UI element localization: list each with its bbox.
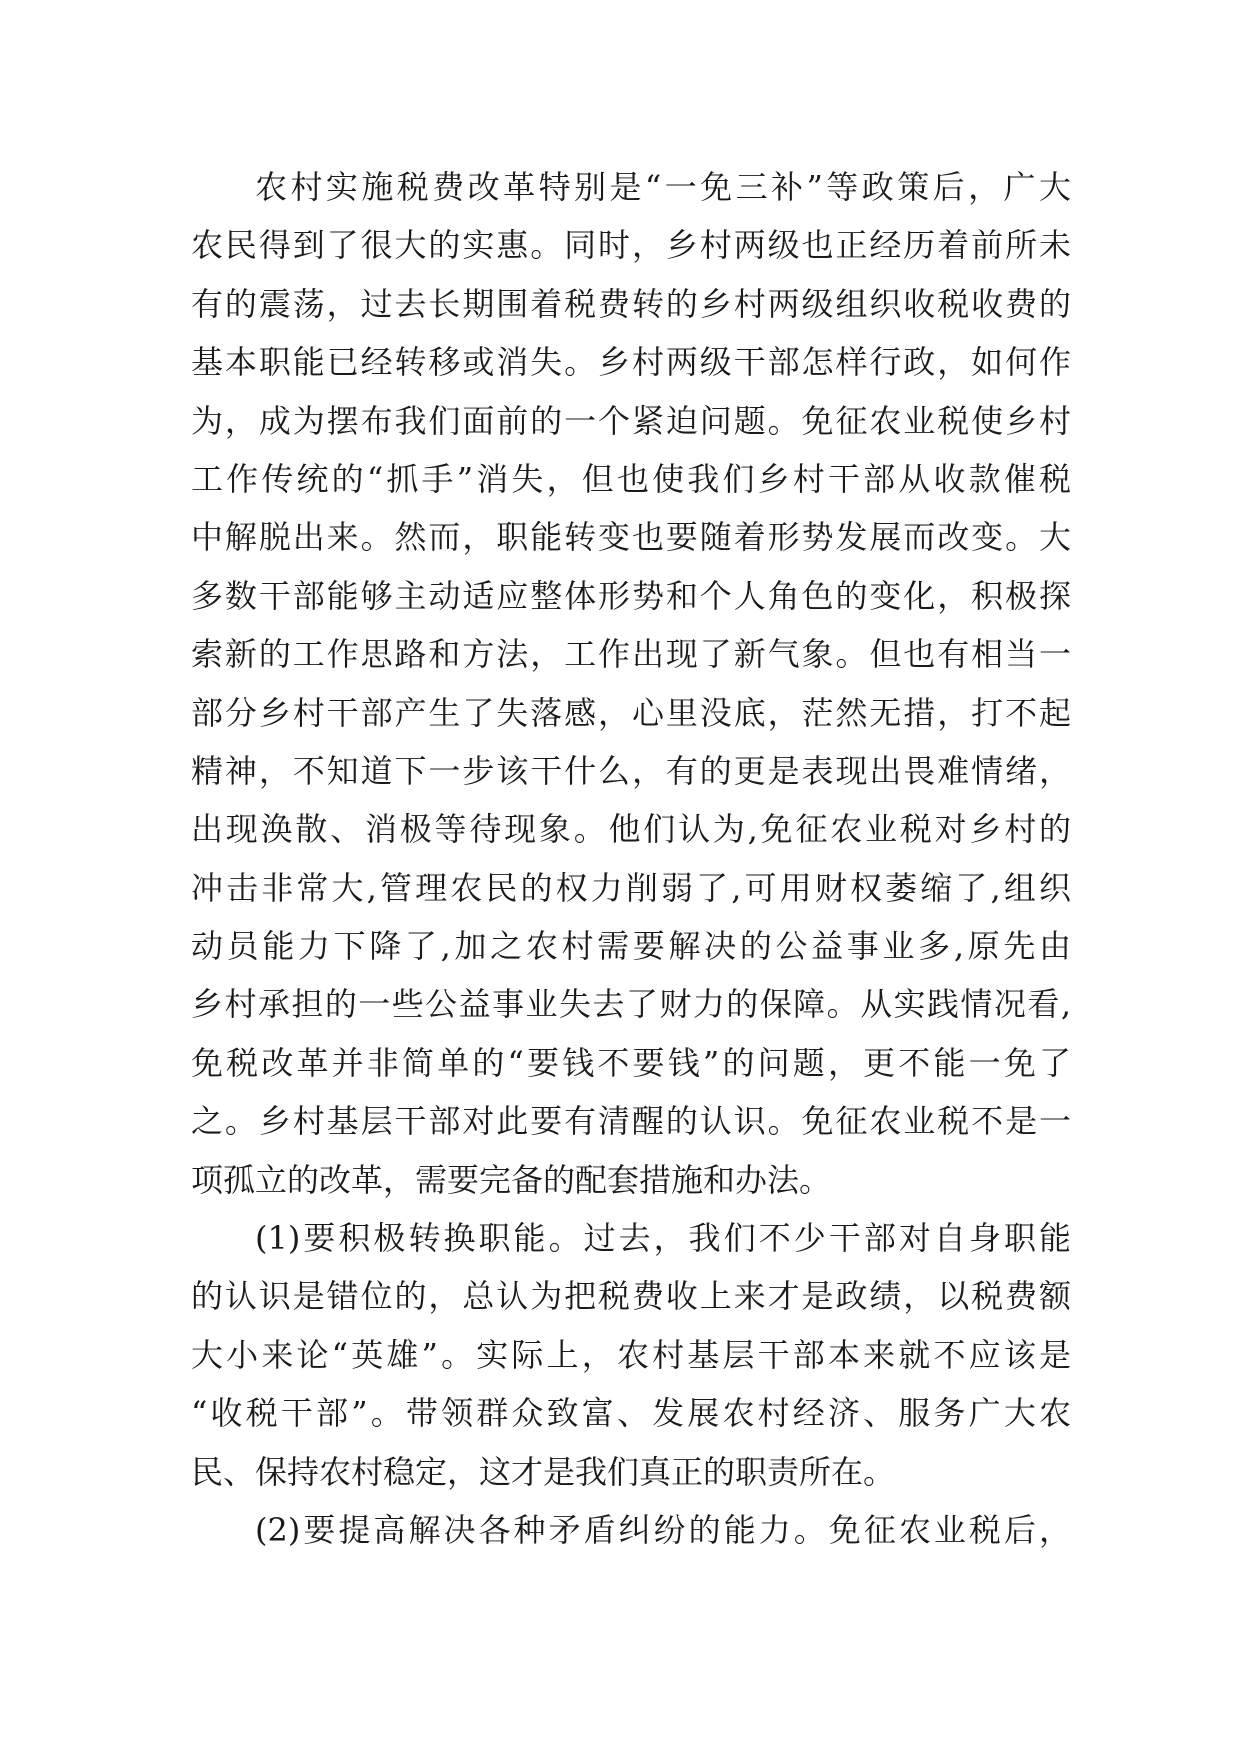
text-line: 乡村承担的一些公益事业失去了财力的保障。从实践情况看, (191, 985, 1071, 1024)
text-line: 项孤立的改革，需要完备的配套措施和办法。 (191, 1160, 832, 1199)
text-line: 冲击非常大,管理农民的权力削弱了,可用财权萎缩了,组织 (191, 868, 1071, 907)
text-line: “收税干部”。带领群众致富、发展农村经济、服务广大农 (191, 1394, 1071, 1433)
text-line: 基本职能已经转移或消失。乡村两级干部怎样行政，如何作 (191, 343, 1071, 382)
text-line: 中解脱出来。然而，职能转变也要随着形势发展而改变。大 (191, 518, 1071, 557)
text-line: 精神，不知道下一步该干什么，有的更是表现出畏难情绪， (191, 751, 1071, 790)
text-line: 的认识是错位的，总认为把税费收上来才是政绩，以税费额 (191, 1277, 1071, 1316)
text-line: 多数干部能够主动适应整体形势和个人角色的变化，积极探 (191, 576, 1071, 615)
text-line: 索新的工作思路和方法，工作出现了新气象。但也有相当一 (191, 635, 1071, 674)
document-body (191, 158, 1071, 1559)
text-line: 动员能力下降了,加之农村需要解决的公益事业多,原先由 (191, 927, 1071, 966)
text-line: (2)要提高解决各种矛盾纠纷的能力。免征农业税后， (255, 1510, 1071, 1549)
text-line: 有的震荡，过去长期围着税费转的乡村两级组织收税收费的 (191, 284, 1071, 323)
text-line: 为，成为摆布我们面前的一个紧迫问题。免征农业税使乡村 (191, 401, 1071, 440)
text-line: 出现涣散、消极等待现象。他们认为,免征农业税对乡村的 (191, 810, 1071, 849)
text-line: 工作传统的“抓手”消失，但也使我们乡村干部从收款催税 (191, 459, 1071, 498)
text-line: 民、保持农村稳定，这才是我们真正的职责所在。 (191, 1452, 896, 1491)
text-line: 免税改革并非简单的“要钱不要钱”的问题，更不能一免了 (191, 1043, 1071, 1082)
text-line: 部分乡村干部产生了失落感，心里没底，茫然无措，打不起 (191, 693, 1071, 732)
text-line: 之。乡村基层干部对此要有清醒的认识。免征农业税不是一 (191, 1102, 1071, 1141)
text-line: 农民得到了很大的实惠。同时，乡村两级也正经历着前所未 (191, 226, 1071, 265)
text-line: 大小来论“英雄”。实际上，农村基层干部本来就不应该是 (191, 1335, 1071, 1374)
text-line: 农村实施税费改革特别是“一免三补”等政策后，广大 (255, 168, 1071, 206)
text-line: (1)要积极转换职能。过去，我们不少干部对自身职能 (255, 1219, 1071, 1258)
